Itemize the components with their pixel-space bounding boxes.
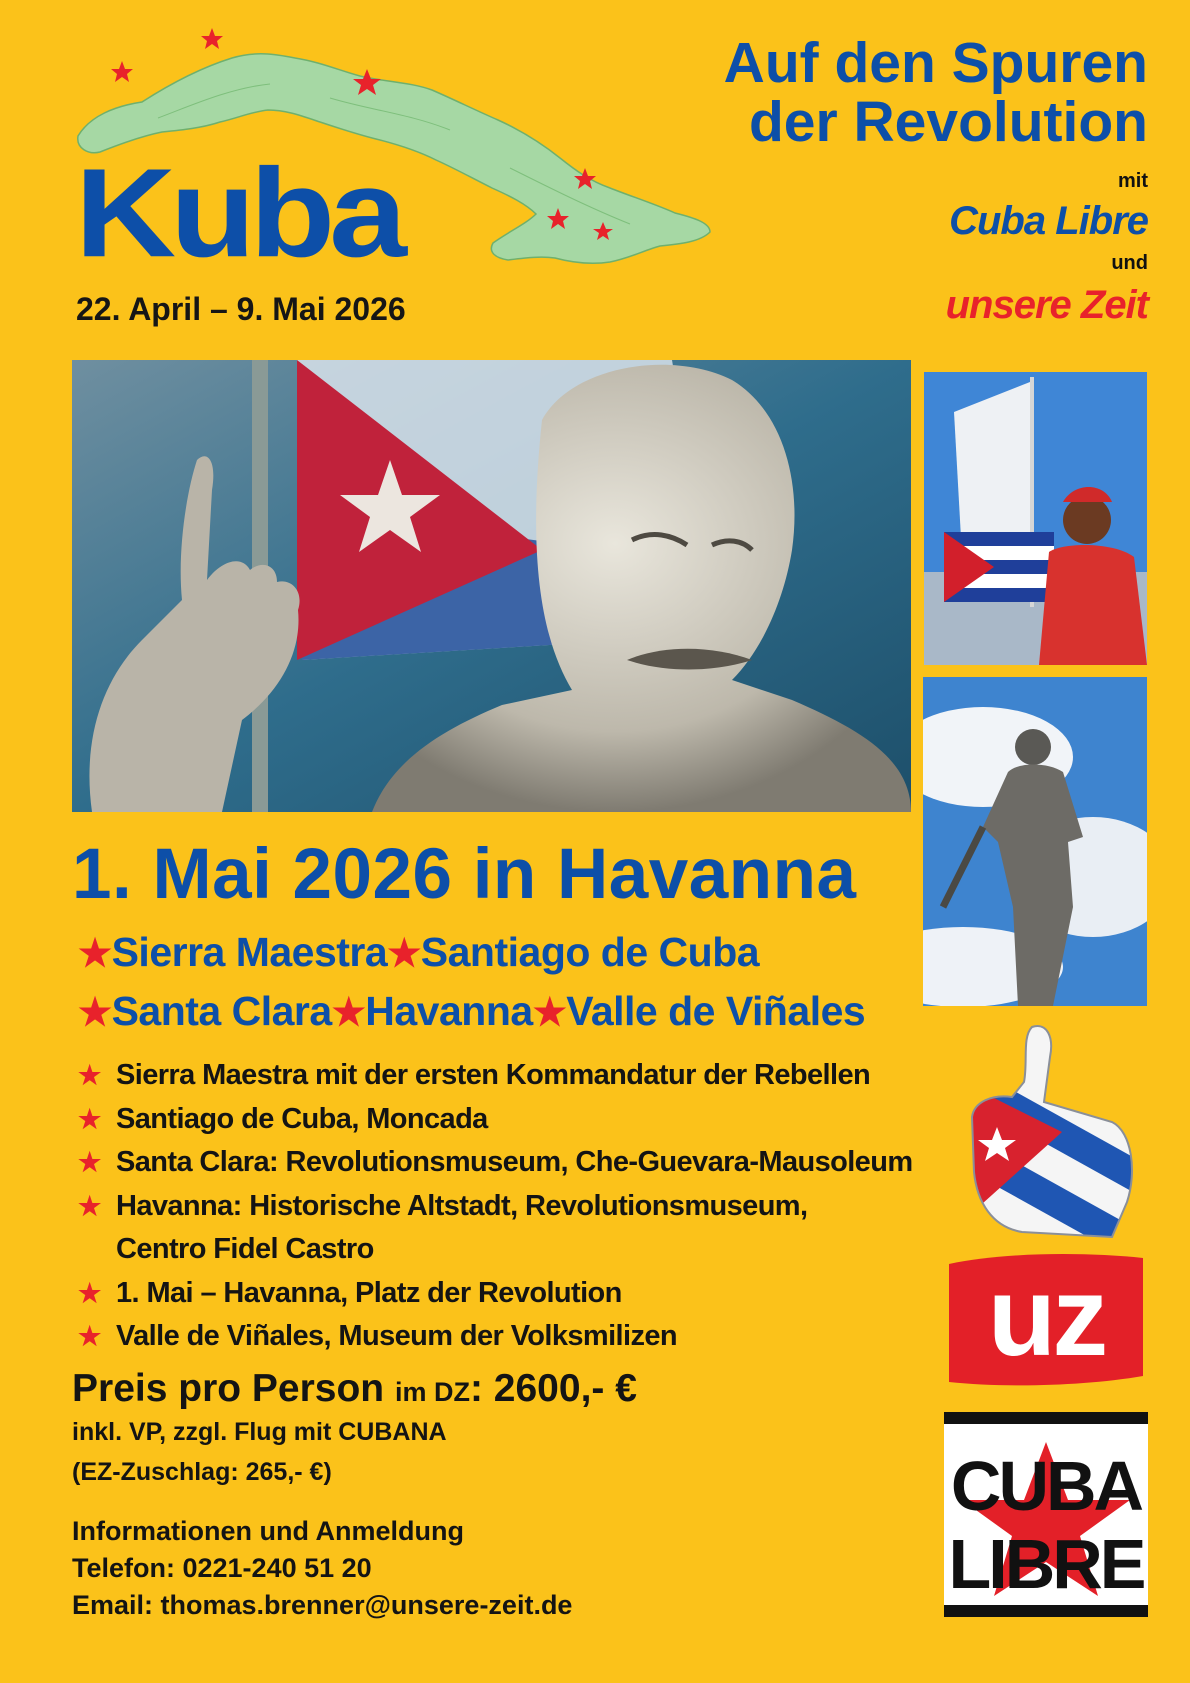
cuba-libre-logo [944,1412,1148,1617]
thumbs-up-flag-icon [962,1022,1142,1242]
destination: Sierra Maestra [111,929,388,975]
destination: Havanna [365,988,533,1034]
und-label: und [1111,252,1148,274]
uz-logo [945,1252,1147,1388]
star-icon: ★ [78,1060,101,1090]
price-amount: : 2600,- € [469,1367,637,1410]
rally-photo [924,372,1147,665]
star-icon [201,28,223,49]
list-item: ★ Sierra Maestra mit der ersten Kommandatur der Rebellen [78,1054,948,1098]
publisher-unsere-zeit: unsere Zeit [945,283,1148,327]
star-icon [111,61,133,82]
itinerary-list [78,1054,948,1359]
list-item-continuation: Centro Fidel Castro [116,1233,374,1265]
destination: Santiago de Cuba [420,929,760,975]
star-icon: ★ [78,1321,101,1351]
publisher-cuba-libre: Cuba Libre [949,199,1148,243]
star-icon: ★ [331,992,366,1034]
list-item: ★ Santiago de Cuba, Moncada [78,1098,948,1142]
star-icon: ★ [78,1147,101,1177]
cuba-libre-logo-line2: LIBRE [948,1525,1144,1603]
star-icon: ★ [532,992,567,1034]
star-icon: ★ [78,992,112,1034]
contact-email: Email: thomas.brenner@unsere-zeit.de [72,1590,573,1620]
list-item: ★ 1. Mai – Havanna, Platz der Revolution [78,1272,948,1316]
single-supplement: (EZ-Zuschlag: 265,- €) [72,1458,332,1486]
price-line [72,1367,637,1411]
room-type: im DZ [394,1377,470,1407]
list-item: ★ Santa Clara: Revolutionsmuseum, Che-Guevara-Mausoleum [78,1141,948,1185]
contact-phone: Telefon: 0221-240 51 20 [72,1553,372,1583]
contact-block [72,1513,572,1624]
star-icon: ★ [78,1277,101,1308]
mit-label: mit [1118,170,1148,192]
star-icon: ★ [78,1103,101,1134]
tour-dates: 22. April – 9. Mai 2026 [76,291,406,327]
poster-title: Kuba [75,141,401,284]
list-item: ★ Valle de Viñales, Museum der Volksmilizen [78,1315,948,1359]
price-includes: inkl. VP, zzgl. Flug mit CUBANA [72,1418,447,1446]
subtitle-line2: der Revolution [748,90,1148,154]
destination: Valle de Viñales [566,988,866,1034]
star-icon: ★ [78,933,112,975]
che-statue-photo [923,677,1147,1006]
subtitle-line1: Auf den Spuren [723,31,1148,95]
destination: Santa Clara [111,988,332,1034]
star-icon: ★ [78,1190,101,1221]
marti-statue-photo [72,360,911,812]
subtitle [628,31,1148,154]
star-icon: ★ [387,933,421,975]
contact-heading: Informationen und Anmeldung [72,1516,464,1546]
destinations-line1 [78,929,759,976]
headline: 1. Mai 2026 in Havanna [72,835,857,914]
uz-logo-text: uz [987,1254,1105,1379]
destinations-line2 [78,988,865,1035]
list-item: ★ Havanna: Historische Altstadt, Revolutionsmuseum, [78,1185,948,1229]
cuba-libre-logo-line1: CUBA [950,1447,1142,1525]
price-label: Preis pro Person [72,1367,385,1410]
